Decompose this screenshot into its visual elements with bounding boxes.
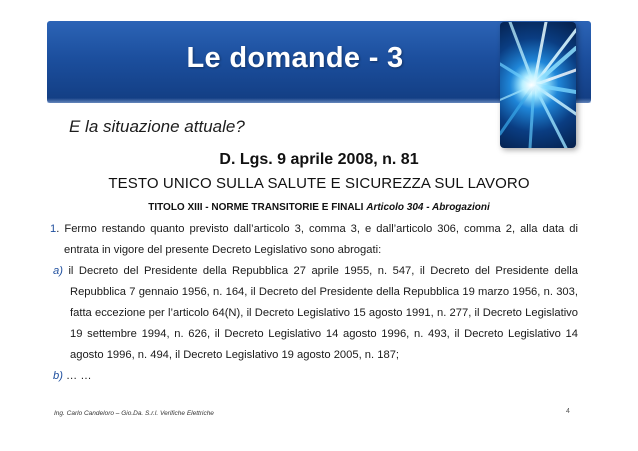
body-text xyxy=(50,219,578,387)
page-number: 4 xyxy=(566,408,570,415)
paragraph-1-text: . Fermo restando quanto previsto dall’articolo 3, comma 3, e dall’articolo 306, comma 2, alla data di entrata in vigore del presente Decreto Legislativo sono abrogati: xyxy=(56,223,578,256)
list-item-a xyxy=(50,261,578,366)
slide-title: Le domande - 3 xyxy=(186,42,404,74)
law-title: TESTO UNICO SULLA SALUTE E SICUREZZA SUL LAVORO xyxy=(108,175,530,192)
slide-subtitle: E la situazione attuale? xyxy=(69,117,245,136)
article-title: Articolo 304 - Abrogazioni xyxy=(366,202,490,213)
section-title: TITOLO XIII - NORME TRANSITORIE E FINALI xyxy=(148,202,364,213)
paragraph-number: 1 xyxy=(50,223,57,235)
list-item-a-text: il Decreto del Presidente della Repubblica 27 aprile 1955, n. 547, il Decreto del Presidente della Repubblica 7 gennaio 1956, n. 164, il Decreto del Presidente della Repubblica 19 marzo 1956, n. 303, fatta eccezione per l’articolo 64(N), il Decreto Legislativo 15 agosto 1991, n. 277, il Decreto Legislativo 19 settembre 1994, n. 626, il Decreto Legislativo 14 agosto 1996, n. 493, il Decreto Legislativo 14 agosto 1996, n. 494, il Decreto Legislativo 19 agosto 2005, n. 187; xyxy=(62,265,578,361)
footer-author: Ing. Carlo Candeloro – Gio.Da. S.r.l. Verifiche Elettriche xyxy=(54,410,214,417)
list-item-b xyxy=(50,366,578,387)
list-item-a-label: a) xyxy=(53,265,63,277)
list-item-b-label: b) xyxy=(53,370,63,382)
decree-title: D. Lgs. 9 aprile 2008, n. 81 xyxy=(219,151,419,168)
list-item-b-text: … … xyxy=(62,370,92,382)
light-burst-logo-icon xyxy=(500,22,576,148)
paragraph-1 xyxy=(50,219,578,261)
section-heading xyxy=(0,202,638,213)
